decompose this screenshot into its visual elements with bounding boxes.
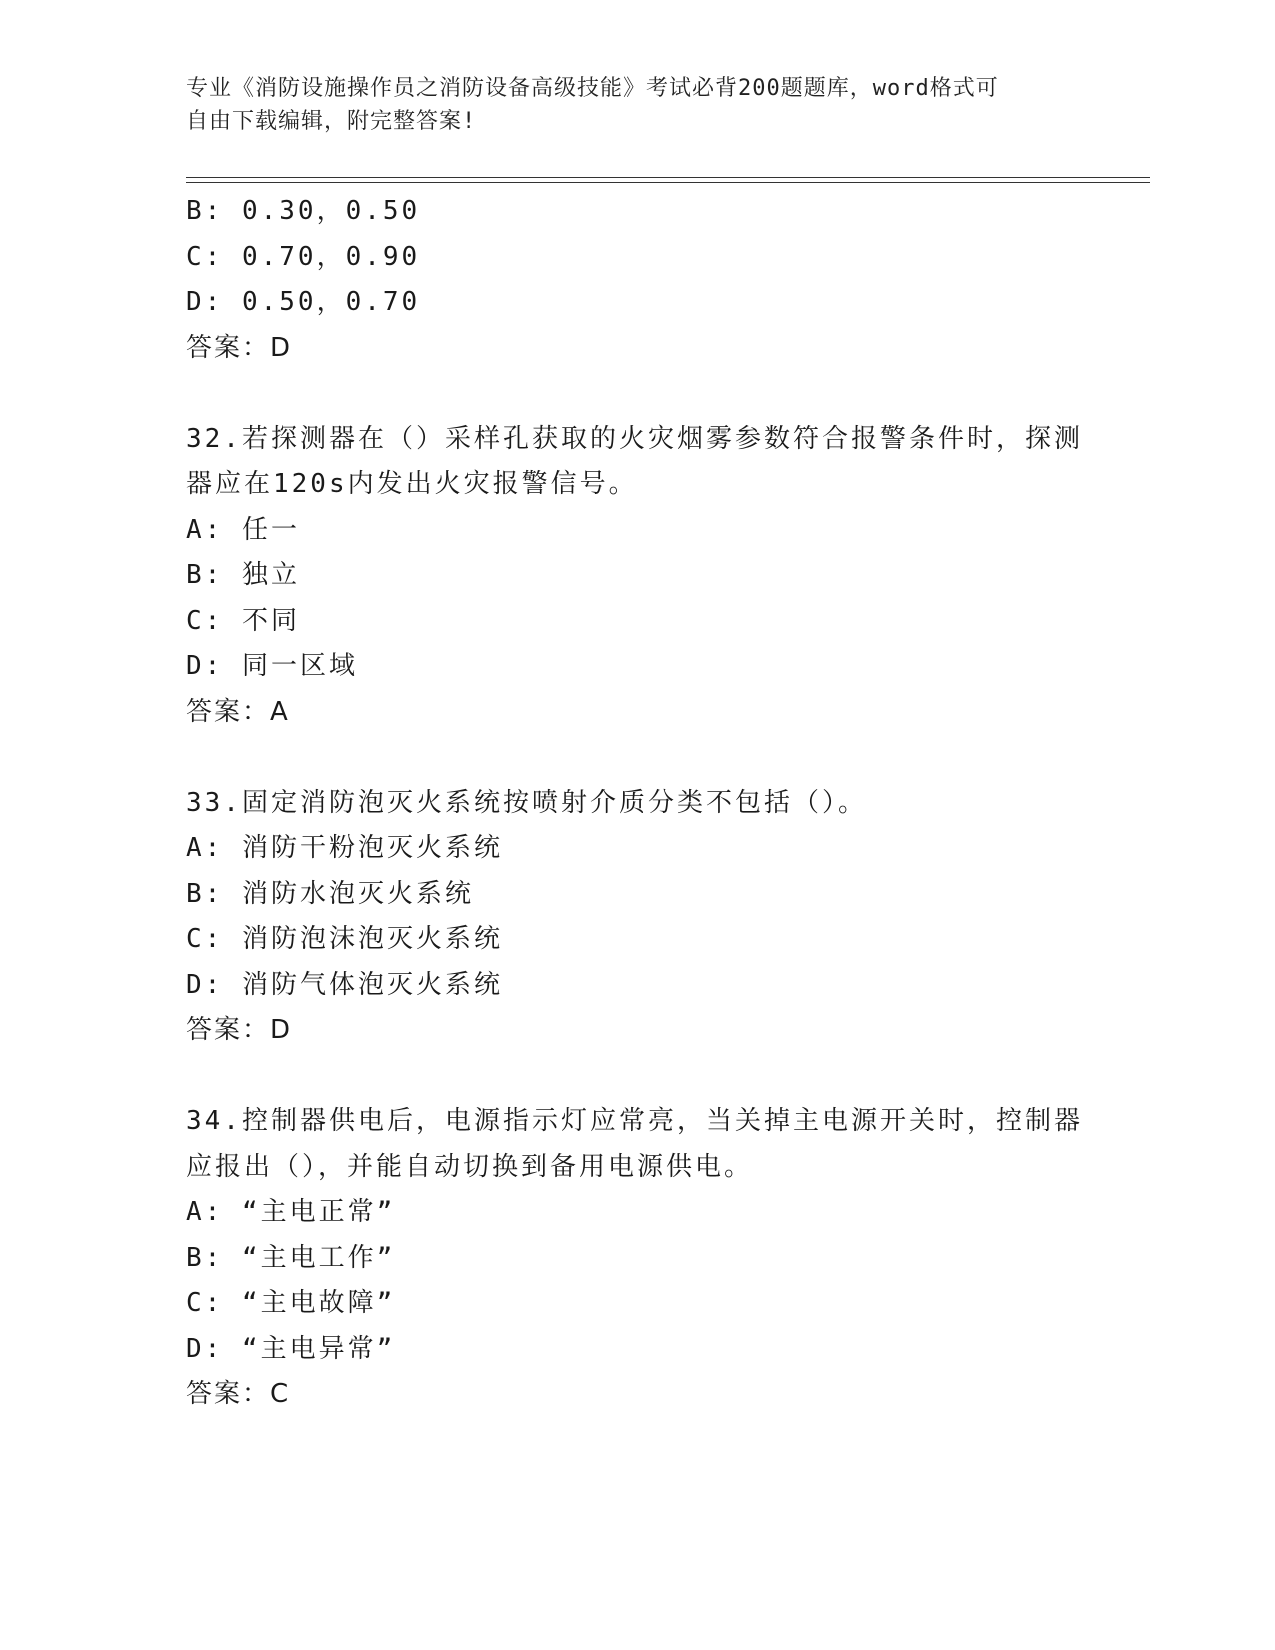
question-31-continued [186, 189, 1086, 371]
spacer [186, 1054, 1086, 1100]
option-c: C: 不同 [186, 605, 300, 636]
option-c: C: “主电故障” [186, 1288, 396, 1318]
question-stem-line: 器应在120s内发出火灾报警信号。 [186, 469, 638, 499]
answer: 答案：D [186, 1015, 293, 1045]
option-d: D: 0.50，0.70 [186, 287, 421, 317]
question-stem-line: 34.控制器供电后，电源指示灯应常亮，当关掉主电源开关时，控制器 [186, 1106, 1083, 1136]
document-header [186, 72, 1066, 138]
question-list [186, 189, 1086, 1418]
answer: 答案：C [186, 1379, 291, 1409]
question-stem-line: 应报出（），并能自动切换到备用电源供电。 [186, 1151, 754, 1182]
option-c: C: 消防泡沫泡灭火系统 [186, 924, 503, 954]
header-line-2: 自由下载编辑，附完整答案! [186, 109, 477, 134]
option-a: A: 消防干粉泡灭火系统 [186, 833, 503, 863]
spacer [186, 371, 1086, 417]
option-a: A: “主电正常” [186, 1197, 396, 1227]
option-d: D: “主电异常” [186, 1333, 396, 1364]
question-stem-line: 32.若探测器在（）采样孔获取的火灾烟雾参数符合报警条件时，探测 [186, 423, 1083, 454]
option-b: B: 消防水泡灭火系统 [186, 878, 474, 909]
option-c: C: 0.70，0.90 [186, 241, 421, 272]
option-d: D: 同一区域 [186, 651, 358, 681]
spacer [186, 735, 1086, 781]
question-32 [186, 417, 1086, 736]
question-34 [186, 1099, 1086, 1418]
option-b: B: 0.30，0.50 [186, 196, 421, 226]
answer: 答案：D [186, 332, 293, 363]
header-divider-bottom [186, 182, 1150, 183]
question-33 [186, 781, 1086, 1054]
option-b: B: “主电工作” [186, 1242, 396, 1273]
answer: 答案：A [186, 696, 290, 727]
option-a: A: 任一 [186, 514, 300, 545]
header-line-1: 专业《消防设施操作员之消防设备高级技能》考试必背200题题库，word格式可 [186, 76, 999, 101]
question-stem-line: 33.固定消防泡灭火系统按喷射介质分类不包括（）。 [186, 787, 867, 818]
option-b: B: 独立 [186, 560, 300, 590]
option-d: D: 消防气体泡灭火系统 [186, 969, 503, 1000]
header-divider-top [186, 177, 1150, 178]
